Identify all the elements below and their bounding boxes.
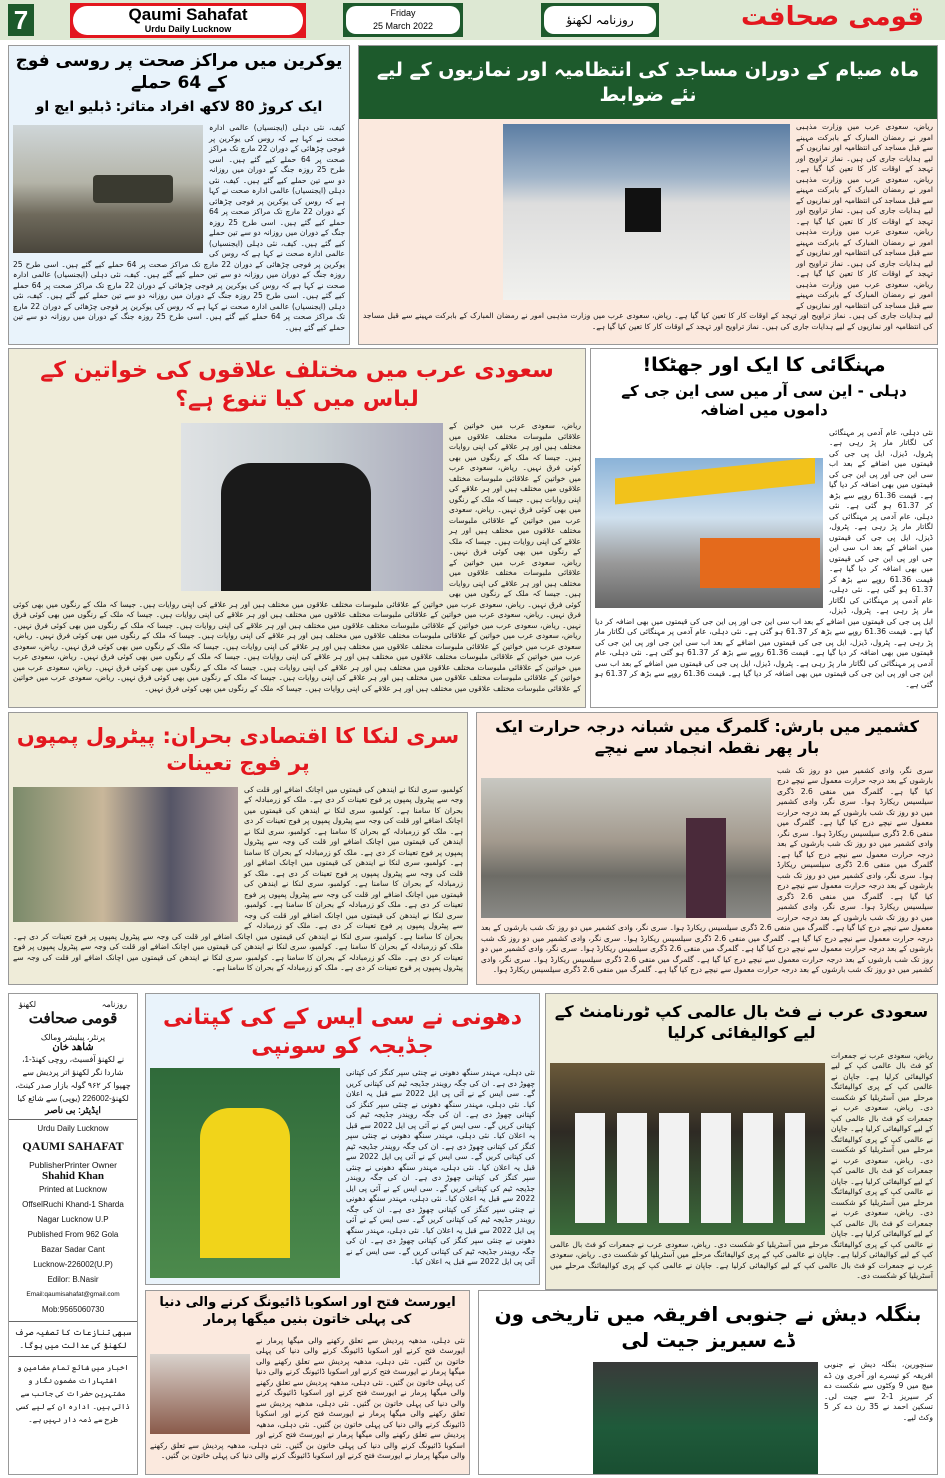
imprint-line1: Urdu Daily Lucknow: [37, 1124, 109, 1133]
article-ukraine: [8, 45, 350, 345]
article-body: ریاض، سعودی عرب نے جمعرات کو فٹ بال عالمی کپ کے لیے کوالیفائی کرلیا ہے۔ جاپان نے عالمی کپ کے پری کوالیفائنگ مرحلے میں آسٹریلیا کو شکست دی۔ ریاض، سعودی عرب نے جمعرات کو فٹ بال عالمی کپ کے لیے کوالیفائی کرلیا ہے۔ جاپان نے عالمی کپ کے پری کوالیفائنگ مرحلے میں آسٹریلیا کو شکست دی۔ ریاض، سعودی عرب نے جمعرات کو فٹ بال عالمی کپ کے لیے کوالیفائی کرلیا ہے۔ جاپان نے عالمی کپ کے پری کوالیفائنگ مرحلے میں آسٹریلیا کو شکست دی۔ ریاض، سعودی عرب نے جمعرات کو فٹ بال عالمی کپ کے لیے کوالیفائی کرلیا ہے۔ جاپان نے عالمی کپ کے پری کوالیفائنگ مرحلے میں آسٹریلیا کو شکست دی۔ ریاض، سعودی عرب نے جمعرات کو فٹ بال عالمی کپ کے لیے کوالیفائی کرلیا ہے۔ جاپان نے عالمی کپ کے پری کوالیفائنگ مرحلے میں آسٹریلیا کو شکست دی۔ ریاض، سعودی عرب نے جمعرات کو فٹ بال عالمی کپ کے لیے کوالیفائی کرلیا ہے۔ جاپان نے عالمی کپ کے پری کوالیفائنگ مرحلے میں آسٹریلیا کو شکست دی۔: [550, 1050, 933, 1281]
headline: مہنگائی کا ایک اور جھٹکا!: [642, 354, 886, 376]
article-body: سری نگر، وادی کشمیر میں دو روز تک شب بارشوں کے بعد درجہ حرارت معمول سے نیچے درج کیا گیا ہے۔ گلمرگ میں منفی 2.6 ڈگری سیلسیس ریکارڈ ہوا۔ سری نگر، وادی کشمیر میں دو روز تک شب بارشوں کے بعد درجہ حرارت معمول سے نیچے درج کیا گیا ہے۔ گلمرگ میں منفی 2.6 ڈگری سیلسیس ریکارڈ ہوا۔ سری نگر، وادی کشمیر میں دو روز تک شب بارشوں کے بعد درجہ حرارت معمول سے نیچے درج کیا گیا ہے۔ گلمرگ میں منفی 2.6 ڈگری سیلسیس ریکارڈ ہوا۔ سری نگر، وادی کشمیر میں دو روز تک شب بارشوں کے بعد درجہ حرارت معمول سے نیچے درج کیا گیا ہے۔ گلمرگ میں منفی 2.6 ڈگری سیلسیس ریکارڈ ہوا۔ سری نگر، وادی کشمیر میں دو روز تک شب بارشوں کے بعد درجہ حرارت معمول سے نیچے درج کیا گیا ہے۔ گلمرگ میں منفی 2.6 ڈگری سیلسیس ریکارڈ ہوا۔ سری نگر، وادی کشمیر میں دو روز تک شب بارشوں کے بعد درجہ حرارت معمول سے نیچے درج کیا گیا ہے۔ گلمرگ میں منفی 2.6 ڈگری سیلسیس ریکارڈ ہوا۔ سری نگر، وادی کشمیر میں دو روز تک شب بارشوں کے بعد درجہ حرارت معمول سے نیچے درج کیا گیا ہے۔ گلمرگ میں منفی 2.6 ڈگری سیلسیس ریکارڈ ہوا۔ سری نگر، وادی کشمیر میں دو روز تک شب بارشوں کے بعد درجہ حرارت معمول سے نیچے درج کیا گیا ہے۔ گلمرگ میں منفی 2.6 ڈگری سیلسیس ریکارڈ ہوا۔ سری نگر، وادی کشمیر میں دو روز تک شب بارشوں کے بعد درجہ حرارت معمول سے نیچے درج کیا گیا ہے۔ گلمرگ میں منفی 2.6 ڈگری سیلسیس ریکارڈ ہوا۔: [481, 765, 934, 975]
article-body: نئی دہلی، مہندر سنگھ دھونی نے چنئی سپر کنگز کی کپتانی چھوڑ دی ہے۔ ان کی جگہ رویندر جڈیجہ ٹیم کی کپتانی کریں گے۔ سی ایس کے نے آئی پی ایل 2022 سے قبل یہ اعلان کیا۔ نئی دہلی، مہندر سنگھ دھونی نے چنئی سپر کنگز کی کپتانی چھوڑ دی ہے۔ ان کی جگہ رویندر جڈیجہ ٹیم کی کپتانی کریں گے۔ سی ایس کے نے آئی پی ایل 2022 سے قبل یہ اعلان کیا۔ نئی دہلی، مہندر سنگھ دھونی نے چنئی سپر کنگز کی کپتانی چھوڑ دی ہے۔ ان کی جگہ رویندر جڈیجہ ٹیم کی کپتانی کریں گے۔ سی ایس کے نے آئی پی ایل 2022 سے قبل یہ اعلان کیا۔ نئی دہلی، مہندر سنگھ دھونی نے چنئی سپر کنگز کی کپتانی چھوڑ دی ہے۔ ان کی جگہ رویندر جڈیجہ ٹیم کی کپتانی کریں گے۔ سی ایس کے نے آئی پی ایل 2022 سے قبل یہ اعلان کیا۔ نئی دہلی، مہندر سنگھ دھونی نے چنئی سپر کنگز کی کپتانی چھوڑ دی ہے۔ ان کی جگہ رویندر جڈیجہ ٹیم کی کپتانی کریں گے۔ سی ایس کے نے آئی پی ایل 2022 سے قبل یہ اعلان کیا۔ نئی دہلی، مہندر سنگھ دھونی نے چنئی سپر کنگز کی کپتانی چھوڑ دی ہے۔ ان کی جگہ رویندر جڈیجہ ٹیم کی کپتانی کریں گے۔ سی ایس کے نے آئی پی ایل 2022 سے قبل یہ اعلان کیا۔: [346, 1068, 535, 1267]
imprint-urdu-editor: ایڈیٹر: بی ناصر: [9, 1105, 137, 1120]
imprint-urdu-address: نے لکھنؤ آفسیٹ، روچی کھنڈ-1، شاردا نگر لکھنؤ اتر پردیش سے چھپوا کر ۹۶۲ گولہ بازار صدر کینٹ، لکھنؤ-226002 (یوپی) سے شائع کیا: [15, 1055, 131, 1103]
article-body-column: [591, 425, 937, 707]
article-body-column: [9, 782, 467, 984]
day: Friday: [390, 8, 416, 18]
imprint-press: OffselRuchi Khand-1 Sharda: [22, 1200, 124, 1209]
article-football: [545, 993, 938, 1290]
rain-street-photo: [481, 778, 771, 918]
article-body-column: [9, 120, 349, 344]
headline: سری لنکا کا اقتصادی بحران: پیٹرول پمپوں پر فوج تعینات: [16, 724, 460, 776]
imprint-mob: Mob:9565060730: [41, 1305, 105, 1314]
headline: ماہ صیام کے دوران مساجد کی انتظامیہ اور نمازیوں کے لیے نئے ضوابط: [359, 46, 937, 119]
jadeja-photo: [150, 1068, 340, 1278]
date-box: [343, 3, 463, 37]
petrol-queue-photo: [13, 787, 238, 922]
article-masjid: [358, 45, 938, 345]
article-everest: [145, 1290, 470, 1475]
masthead-title: Qaumi Sahafat: [128, 5, 248, 24]
page-number: 7: [8, 4, 34, 36]
article-inflation: [590, 348, 938, 708]
saudi-team-photo: [550, 1063, 825, 1235]
kaaba-photo: [503, 124, 790, 300]
article-body-column: [479, 1357, 937, 1474]
imprint-printed: Printed at Lucknow: [38, 1185, 108, 1194]
imprint-urdu-owner: شاهد خان: [52, 1042, 94, 1053]
subheadline: ایک کروڑ 80 لاکھ افراد متاثر: ڈبلیو ایچ او: [35, 99, 323, 116]
bangladesh-team-photo: [593, 1362, 818, 1474]
article-body-column: [146, 1333, 469, 1474]
masthead-subtitle: Urdu Daily Lucknow: [144, 24, 232, 34]
headline: سعودی عرب میں مختلف علاقوں کی خواتین کے لباس میں کیا تنوع ہے؟: [40, 358, 554, 412]
imprint-urdu-role: پرنٹر، پبلیشر ومالک: [40, 1033, 106, 1042]
imprint-urdu-city: لکھنؤ: [19, 1000, 37, 1009]
imprint-disclaimer: اخبار میں شائع تمام مضامین و اشتہارات مضمون نگار و مشتہرین حضرات کی جانب سے ذاتی ہیں۔ ادارہ ان کے لیے کسی طرح سے ذمہ دار نہیں ہے۔: [16, 1363, 130, 1424]
article-body: ریاض، سعودی عرب میں خواتین کے علاقائی ملبوسات مختلف علاقوں میں مختلف ہیں اور ہر علاقے کی اپنی روایات ہیں۔ جیسا کہ ملک کے رنگوں میں بھی کوئی فرق نہیں۔ ریاض، سعودی عرب میں خواتین کے علاقائی ملبوسات مختلف علاقوں میں مختلف ہیں اور ہر علاقے کی اپنی روایات ہیں۔ جیسا کہ ملک کے رنگوں میں بھی کوئی فرق نہیں۔ ریاض، سعودی عرب میں خواتین کے علاقائی ملبوسات مختلف علاقوں میں مختلف ہیں اور ہر علاقے کی اپنی روایات ہیں۔ جیسا کہ ملک کے رنگوں میں بھی کوئی فرق نہیں۔ ریاض، سعودی عرب میں خواتین کے علاقائی ملبوسات مختلف علاقوں میں مختلف ہیں اور ہر علاقے کی اپنی روایات ہیں۔ جیسا کہ ملک کے رنگوں میں بھی کوئی فرق نہیں۔ ریاض، سعودی عرب میں خواتین کے علاقائی ملبوسات مختلف علاقوں میں مختلف ہیں اور ہر علاقے کی اپنی روایات ہیں۔ جیسا کہ ملک کے رنگوں میں بھی کوئی فرق نہیں۔ ریاض، سعودی عرب میں خواتین کے علاقائی ملبوسات مختلف علاقوں میں مختلف ہیں اور ہر علاقے کی اپنی روایات ہیں۔ جیسا کہ ملک کے رنگوں میں بھی کوئی فرق نہیں۔ ریاض، سعودی عرب میں خواتین کے علاقائی ملبوسات مختلف علاقوں میں مختلف ہیں اور ہر علاقے کی اپنی روایات ہیں۔ جیسا کہ ملک کے رنگوں میں بھی کوئی فرق نہیں۔ ریاض، سعودی عرب میں خواتین کے علاقائی ملبوسات مختلف علاقوں میں مختلف ہیں اور ہر علاقے کی اپنی روایات ہیں۔ جیسا کہ ملک کے رنگوں میں بھی کوئی فرق نہیں۔ ریاض، سعودی عرب میں خواتین کے علاقائی ملبوسات مختلف علاقوں میں مختلف ہیں اور ہر علاقے کی اپنی روایات ہیں۔ جیسا کہ ملک کے رنگوں میں بھی کوئی فرق نہیں۔ ریاض، سعودی عرب میں خواتین کے علاقائی ملبوسات مختلف علاقوں میں مختلف ہیں اور ہر علاقے کی اپنی روایات ہیں۔ جیسا کہ ملک کے رنگوں میں بھی کوئی فرق نہیں۔ ریاض، سعودی عرب میں خواتین کے علاقائی ملبوسات مختلف علاقوں میں مختلف ہیں اور ہر علاقے کی اپنی روایات ہیں۔ جیسا کہ ملک کے رنگوں میں بھی کوئی فرق نہیں۔ ریاض، سعودی عرب میں خواتین کے علاقائی ملبوسات مختلف علاقوں میں مختلف ہیں اور ہر علاقے کی اپنی روایات ہیں۔ جیسا کہ ملک کے رنگوں میں بھی کوئی فرق نہیں۔ ریاض، سعودی عرب میں خواتین کے علاقائی ملبوسات مختلف علاقوں میں مختلف ہیں اور ہر علاقے کی اپنی روایات ہیں۔ جیسا کہ ملک کے رنگوں میں بھی کوئی فرق نہیں۔: [13, 421, 581, 693]
headline: بنگلہ دیش نے جنوبی افریقہ میں تاریخی ون ڈے سیریز جیت لی: [494, 1302, 922, 1352]
article-body-column: [546, 1048, 937, 1289]
article-saudi-women: [8, 348, 586, 708]
headline: دھونی نے سی ایس کے کی کپتانی جڈیجہ کو سونپی: [162, 1005, 523, 1059]
headline: ایورسٹ فتح اور اسکوبا ڈائیونگ کرنے والی دنیا کی پہلی خاتون بنیں میگھا پرمار: [159, 1295, 456, 1327]
headline: یوکرین میں مراکز صحت پر روسی فوج کے 64 حملے: [15, 51, 343, 94]
rozanama-box: [541, 3, 659, 37]
article-bangladesh: [478, 1290, 938, 1475]
imprint-name: QAUMI SAHAFAT: [22, 1139, 124, 1153]
article-body-column: [359, 119, 937, 344]
article-dhoni: [145, 993, 540, 1285]
imprint-nagar: Nagar Lucknow U.P: [37, 1215, 109, 1224]
article-body: ریاض، سعودی عرب میں وزارت مذہبی امور نے رمضان المبارک کے بابرکت مہینے سے قبل مساجد کی انتظامیہ اور نمازیوں کے لیے ہدایات جاری کی ہیں۔ نماز تراویح اور تہجد کے اوقات کار کا تعین کیا گیا ہے۔ ریاض، سعودی عرب میں وزارت مذہبی امور نے رمضان المبارک کے بابرکت مہینے سے قبل مساجد کی انتظامیہ اور نمازیوں کے لیے ہدایات جاری کی ہیں۔ نماز تراویح اور تہجد کے اوقات کار کا تعین کیا گیا ہے۔ ریاض، سعودی عرب میں وزارت مذہبی امور نے رمضان المبارک کے بابرکت مہینے سے قبل مساجد کی انتظامیہ اور نمازیوں کے لیے ہدایات جاری کی ہیں۔ نماز تراویح اور تہجد کے اوقات کار کا تعین کیا گیا ہے۔ ریاض، سعودی عرب میں وزارت مذہبی امور نے رمضان المبارک کے بابرکت مہینے سے قبل مساجد کی انتظامیہ اور نمازیوں کے لیے ہدایات جاری کی ہیں۔ نماز تراویح اور تہجد کے اوقات کار کا تعین کیا گیا ہے۔ ریاض، سعودی عرب میں وزارت مذہبی امور نے رمضان المبارک کے بابرکت مہینے سے قبل مساجد کی انتظامیہ اور نمازیوں کے لیے ہدایات جاری کی ہیں۔ نماز تراویح اور تہجد کے اوقات کار کا تعین کیا گیا ہے۔: [363, 122, 933, 331]
imprint-editor: Edilor: B.Nasir: [47, 1275, 99, 1284]
article-body-column: [9, 418, 585, 707]
date: 25 March 2022: [372, 21, 434, 31]
article-body-column: [477, 763, 937, 984]
article-body-column: [146, 1065, 539, 1284]
women-photo: [181, 423, 443, 591]
masthead: [70, 3, 306, 38]
imprint-urdu-roz: روزنامہ: [101, 1000, 127, 1009]
imprint-role: PublisherPrinter Owner: [29, 1160, 117, 1170]
cng-pump-photo: [595, 458, 823, 608]
subheadline: دہلی - این سی آر میں سی این جی کے داموں میں اضافہ: [621, 381, 907, 420]
article-srilanka: [8, 712, 468, 985]
article-kashmir: [476, 712, 938, 985]
article-body: کیف، نئی دہلی (ایجنسیاں) عالمی ادارہ صحت نے کہا ہے کہ روس کی یوکرین پر فوجی چڑھائی کے دوران 22 مارچ تک مراکز صحت پر 64 حملے کیے گئے ہیں۔ اسی طرح 25 روزہ جنگ کے دوران میں روزانہ دو سے تین حملے کیے گئے ہیں۔ کیف، نئی دہلی (ایجنسیاں) عالمی ادارہ صحت نے کہا ہے کہ روس کی یوکرین پر فوجی چڑھائی کے دوران 22 مارچ تک مراکز صحت پر 64 حملے کیے گئے ہیں۔ اسی طرح 25 روزہ جنگ کے دوران میں روزانہ دو سے تین حملے کیے گئے ہیں۔ کیف، نئی دہلی (ایجنسیاں) عالمی ادارہ صحت نے کہا ہے کہ روس کی یوکرین پر فوجی چڑھائی کے دوران 22 مارچ تک مراکز صحت پر 64 حملے کیے گئے ہیں۔ اسی طرح 25 روزہ جنگ کے دوران میں روزانہ دو سے تین حملے کیے گئے ہیں۔ کیف، نئی دہلی (ایجنسیاں) عالمی ادارہ صحت نے کہا ہے کہ روس کی یوکرین پر فوجی چڑھائی کے دوران 22 مارچ تک مراکز صحت پر 64 حملے کیے گئے ہیں۔ اسی طرح 25 روزہ جنگ کے دوران میں روزانہ دو سے تین حملے کیے گئے ہیں۔ کیف، نئی دہلی (ایجنسیاں) عالمی ادارہ صحت نے کہا ہے کہ روس کی یوکرین پر فوجی چڑھائی کے دوران 22 مارچ تک مراکز صحت پر 64 حملے کیے گئے ہیں۔ اسی طرح 25 روزہ جنگ کے دوران میں روزانہ دو سے تین حملے کیے گئے ہیں۔: [13, 123, 346, 332]
imprint-email: Email:qaumisahafat@gmail.com: [26, 1291, 120, 1298]
megha-parmar-photo: [150, 1354, 250, 1434]
article-body: نئی دہلی، عام آدمی پر مہنگائی کی لگاتار مار پڑ رہی ہے۔ پٹرول، ڈیزل، ایل پی جی کی قیمتوں میں اضافے کے بعد اب سی این جی اور پی این جی کی قیمتوں میں بھی اضافہ کر دیا گیا ہے۔ قیمت 61.36 روپے سے بڑھ کر 61.37 ہو گئی ہے۔ نئی دہلی، عام آدمی پر مہنگائی کی لگاتار مار پڑ رہی ہے۔ پٹرول، ڈیزل، ایل پی جی کی قیمتوں میں اضافے کے بعد اب سی این جی اور پی این جی کی قیمتوں میں بھی اضافہ کر دیا گیا ہے۔ قیمت 61.36 روپے سے بڑھ کر 61.37 ہو گئی ہے۔ نئی دہلی، عام آدمی پر مہنگائی کی لگاتار مار پڑ رہی ہے۔ پٹرول، ڈیزل، ایل پی جی کی قیمتوں میں اضافے کے بعد اب سی این جی اور پی این جی کی قیمتوں میں بھی اضافہ کر دیا گیا ہے۔ قیمت 61.36 روپے سے بڑھ کر 61.37 ہو گئی ہے۔ نئی دہلی، عام آدمی پر مہنگائی کی لگاتار مار پڑ رہی ہے۔ پٹرول، ڈیزل، ایل پی جی کی قیمتوں میں اضافے کے بعد اب سی این جی اور پی این جی کی قیمتوں میں بھی اضافہ کر دیا گیا ہے۔ قیمت 61.36 روپے سے بڑھ کر 61.37 ہو گئی ہے۔ نئی دہلی، عام آدمی پر مہنگائی کی لگاتار مار پڑ رہی ہے۔ پٹرول، ڈیزل، ایل پی جی کی قیمتوں میں اضافے کے بعد اب سی این جی اور پی این جی کی قیمتوں میں بھی اضافہ کر دیا گیا ہے۔ قیمت 61.36 روپے سے بڑھ کر 61.37 ہو گئی ہے۔: [595, 427, 934, 689]
imprint-box: [8, 993, 138, 1475]
imprint-published: Published From 962 Gola: [27, 1230, 119, 1239]
urdu-title: قومی صحافت: [741, 2, 924, 32]
tank-photo: [13, 125, 203, 253]
imprint-owner: Shahid Khan: [41, 1170, 105, 1182]
imprint-urdu-name: قومی صحافت: [28, 1010, 118, 1027]
article-body: سنچورین، بنگلہ دیش نے جنوبی افریقہ کو تیسرے اور آخری ون ڈے میچ میں 9 وکٹوں سے شکست دے کر سیریز 1-2 سے جیت لی۔ تسکین احمد نے 35 رن دے کر 5 وکٹ لیے۔: [824, 1360, 934, 1422]
imprint-city: Lucknow-226002(U.P): [33, 1260, 113, 1269]
imprint-jurisdiction: سبھی تنازعات کا تصفیہ صرف لکھنؤ کی عدالت میں ہوگا۔: [9, 1321, 137, 1357]
article-body: نئی دہلی، مدھیہ پردیش سے تعلق رکھنے والی میگھا پرمار نے ایورسٹ فتح کرنے اور اسکوبا ڈائیونگ کرنے والی دنیا کی پہلی خاتون بن گئیں۔ نئی دہلی، مدھیہ پردیش سے تعلق رکھنے والی میگھا پرمار نے ایورسٹ فتح کرنے اور اسکوبا ڈائیونگ کرنے والی دنیا کی پہلی خاتون بن گئیں۔ نئی دہلی، مدھیہ پردیش سے تعلق رکھنے والی میگھا پرمار نے ایورسٹ فتح کرنے اور اسکوبا ڈائیونگ کرنے والی دنیا کی پہلی خاتون بن گئیں۔ نئی دہلی، مدھیہ پردیش سے تعلق رکھنے والی میگھا پرمار نے ایورسٹ فتح کرنے اور اسکوبا ڈائیونگ کرنے والی دنیا کی پہلی خاتون بن گئیں۔ نئی دہلی، مدھیہ پردیش سے تعلق رکھنے والی میگھا پرمار نے ایورسٹ فتح کرنے اور اسکوبا ڈائیونگ کرنے والی دنیا کی پہلی خاتون بن گئیں۔ نئی دہلی، مدھیہ پردیش سے تعلق رکھنے والی میگھا پرمار نے ایورسٹ فتح کرنے اور اسکوبا ڈائیونگ کرنے والی دنیا کی پہلی خاتون بن گئیں۔: [150, 1335, 465, 1461]
article-body: کولمبو، سری لنکا نے ایندھن کی قیمتوں میں اچانک اضافے اور قلت کی وجہ سے پیٹرول پمپوں پر فوج تعینات کر دی ہے۔ ملک کو زرمبادلہ کے بحران کا سامنا ہے۔ کولمبو، سری لنکا نے ایندھن کی قیمتوں میں اچانک اضافے اور قلت کی وجہ سے پیٹرول پمپوں پر فوج تعینات کر دی ہے۔ ملک کو زرمبادلہ کے بحران کا سامنا ہے۔ کولمبو، سری لنکا نے ایندھن کی قیمتوں میں اچانک اضافے اور قلت کی وجہ سے پیٹرول پمپوں پر فوج تعینات کر دی ہے۔ ملک کو زرمبادلہ کے بحران کا سامنا ہے۔ کولمبو، سری لنکا نے ایندھن کی قیمتوں میں اچانک اضافے اور قلت کی وجہ سے پیٹرول پمپوں پر فوج تعینات کر دی ہے۔ ملک کو زرمبادلہ کے بحران کا سامنا ہے۔ کولمبو، سری لنکا نے ایندھن کی قیمتوں میں اچانک اضافے اور قلت کی وجہ سے پیٹرول پمپوں پر فوج تعینات کر دی ہے۔ ملک کو زرمبادلہ کے بحران کا سامنا ہے۔ کولمبو، سری لنکا نے ایندھن کی قیمتوں میں اچانک اضافے اور قلت کی وجہ سے پیٹرول پمپوں پر فوج تعینات کر دی ہے۔ ملک کو زرمبادلہ کے بحران کا سامنا ہے۔ کولمبو، سری لنکا نے ایندھن کی قیمتوں میں اچانک اضافے اور قلت کی وجہ سے پیٹرول پمپوں پر فوج تعینات کر دی ہے۔ ملک کو زرمبادلہ کے بحران کا سامنا ہے۔ کولمبو، سری لنکا نے ایندھن کی قیمتوں میں اچانک اضافے اور قلت کی وجہ سے پیٹرول پمپوں پر فوج تعینات کر دی ہے۔ ملک کو زرمبادلہ کے بحران کا سامنا ہے۔ کولمبو، سری لنکا نے ایندھن کی قیمتوں میں اچانک اضافے اور قلت کی وجہ سے پیٹرول پمپوں پر فوج تعینات کر دی ہے۔ ملک کو زرمبادلہ کے بحران کا سامنا ہے۔: [13, 784, 463, 973]
imprint-bazar: Bazar Sadar Cant: [41, 1245, 105, 1254]
rozanama-label: روزنامہ لکھنؤ: [544, 6, 656, 34]
headline: سعودی عرب نے فٹ بال عالمی کپ ٹورنامنٹ کے لیے کوالیفائی کرلیا: [554, 1002, 929, 1042]
headline: کشمیر میں بارش: گلمرگ میں شبانہ درجہ حرارت ایک بار پھر نقطہ انجماد سے نیچے: [495, 717, 919, 757]
